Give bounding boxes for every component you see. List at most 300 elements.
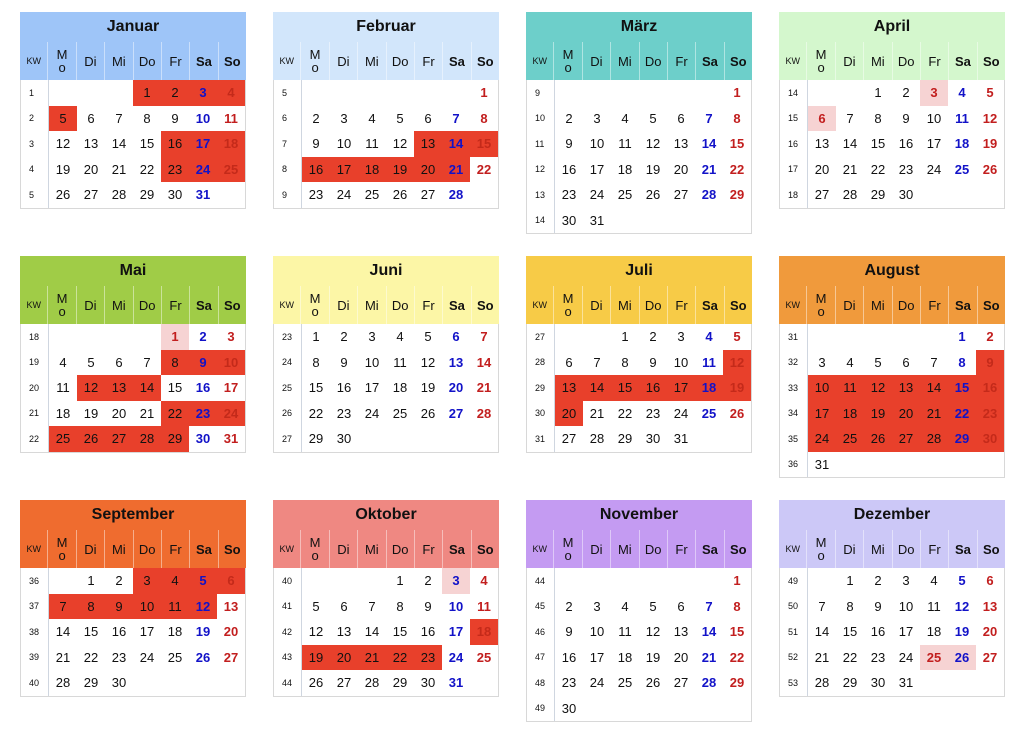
day-cell: 14 xyxy=(842,136,858,152)
month-dezember xyxy=(779,500,1005,697)
weekday-di: Di xyxy=(329,42,357,80)
empty-cell xyxy=(583,696,611,722)
day-cell: 23 xyxy=(161,157,189,183)
week-number: 15 xyxy=(780,106,808,132)
day-cell: 8 xyxy=(621,354,629,370)
day-cell: 9 xyxy=(424,598,432,614)
empty-cell xyxy=(723,426,751,452)
week-number: 24 xyxy=(274,350,302,376)
week-row xyxy=(21,594,245,620)
weekday-di: Di xyxy=(329,286,357,324)
day-cell: 2 xyxy=(161,80,189,106)
weekday-do: Do xyxy=(386,42,414,80)
day-cell: 23 xyxy=(561,675,577,691)
week-row xyxy=(21,619,245,645)
day-cell: 19 xyxy=(723,375,751,401)
month-april xyxy=(779,12,1005,209)
day-cell: 15 xyxy=(83,624,99,640)
day-cell: 18 xyxy=(392,380,408,396)
month-juni xyxy=(273,256,499,453)
day-cell: 2 xyxy=(565,598,573,614)
weekday-mi: Mi xyxy=(104,42,132,80)
day-cell: 5 xyxy=(649,110,657,126)
week-number: 31 xyxy=(527,426,555,452)
empty-cell xyxy=(976,670,1004,696)
week-row xyxy=(780,426,1004,452)
day-cell: 25 xyxy=(49,426,77,452)
day-cell: 12 xyxy=(308,624,324,640)
week-number: 44 xyxy=(274,670,302,696)
day-cell: 26 xyxy=(948,645,976,671)
day-cell: 29 xyxy=(617,431,633,447)
day-cell: 7 xyxy=(593,354,601,370)
day-cell: 26 xyxy=(308,675,324,691)
day-cell: 29 xyxy=(729,675,745,691)
day-cell: 21 xyxy=(358,645,386,671)
empty-cell xyxy=(358,80,386,106)
day-cell: 10 xyxy=(926,110,942,126)
day-cell: 5 xyxy=(958,573,966,589)
day-cell: 17 xyxy=(189,131,217,157)
week-number: 14 xyxy=(780,80,808,106)
week-row xyxy=(21,157,245,183)
day-cell: 25 xyxy=(954,161,970,177)
day-cell: 28 xyxy=(814,675,830,691)
empty-cell xyxy=(470,182,498,208)
day-cell: 22 xyxy=(729,649,745,665)
weekday-mi: Mi xyxy=(863,286,891,324)
day-cell: 31 xyxy=(673,431,689,447)
empty-cell xyxy=(667,696,695,722)
day-cell: 27 xyxy=(448,405,464,421)
week-number: 25 xyxy=(274,375,302,401)
empty-cell xyxy=(639,208,667,234)
day-cell: 30 xyxy=(195,431,211,447)
day-cell: 15 xyxy=(842,624,858,640)
kw-header: KW xyxy=(279,300,294,310)
empty-cell xyxy=(555,324,583,350)
weekday-header xyxy=(273,286,499,324)
day-cell: 10 xyxy=(589,624,605,640)
day-cell: 2 xyxy=(340,329,348,345)
day-cell: 3 xyxy=(189,80,217,106)
empty-cell xyxy=(583,324,611,350)
week-row xyxy=(780,350,1004,376)
weekday-mo: M o xyxy=(806,286,834,324)
empty-cell xyxy=(77,324,105,350)
day-cell: 12 xyxy=(55,136,71,152)
week-row xyxy=(274,401,498,427)
day-cell: 16 xyxy=(976,375,1004,401)
week-row xyxy=(527,106,751,132)
day-cell: 30 xyxy=(336,431,352,447)
empty-cell xyxy=(695,208,723,234)
weekday-mi: Mi xyxy=(863,530,891,568)
day-cell: 11 xyxy=(836,375,864,401)
day-cell: 9 xyxy=(189,350,217,376)
month-oktober xyxy=(273,500,499,697)
day-cell: 12 xyxy=(77,375,105,401)
day-cell: 11 xyxy=(477,598,491,614)
day-cell: 11 xyxy=(955,110,969,126)
day-cell: 2 xyxy=(902,85,910,101)
day-cell: 25 xyxy=(167,649,183,665)
kw-header: KW xyxy=(532,544,547,554)
day-cell: 5 xyxy=(874,354,882,370)
day-cell: 26 xyxy=(420,405,436,421)
month-title: März xyxy=(526,12,752,42)
day-cell: 7 xyxy=(115,110,123,126)
week-number: 2 xyxy=(21,106,49,132)
empty-cell xyxy=(920,324,948,350)
empty-cell xyxy=(386,80,414,106)
weekday-so: So xyxy=(218,286,246,324)
day-cell: 23 xyxy=(561,187,577,203)
empty-cell xyxy=(105,324,133,350)
day-cell: 19 xyxy=(645,649,661,665)
week-number: 34 xyxy=(780,401,808,427)
day-cell: 20 xyxy=(673,649,689,665)
week-number: 9 xyxy=(527,80,555,106)
weekday-fr: Fr xyxy=(414,530,442,568)
day-cell: 23 xyxy=(336,405,352,421)
week-number: 33 xyxy=(780,375,808,401)
week-row xyxy=(780,182,1004,208)
day-cell: 18 xyxy=(617,161,633,177)
weekday-do: Do xyxy=(386,286,414,324)
empty-cell xyxy=(583,568,611,594)
day-cell: 17 xyxy=(808,401,836,427)
day-cell: 28 xyxy=(448,187,464,203)
weekday-do: Do xyxy=(639,530,667,568)
day-cell: 13 xyxy=(336,624,352,640)
day-cell: 19 xyxy=(645,161,661,177)
day-cell: 28 xyxy=(364,675,380,691)
kw-header: KW xyxy=(532,56,547,66)
week-number: 40 xyxy=(274,568,302,594)
empty-cell xyxy=(105,80,133,106)
day-cell: 17 xyxy=(364,380,380,396)
weekday-header xyxy=(779,286,1005,324)
day-cell: 21 xyxy=(920,401,948,427)
day-cell: 14 xyxy=(814,624,830,640)
day-cell: 15 xyxy=(729,136,745,152)
day-cell: 24 xyxy=(808,426,836,452)
empty-cell xyxy=(667,80,695,106)
day-cell: 3 xyxy=(593,598,601,614)
day-cell: 3 xyxy=(902,573,910,589)
empty-cell xyxy=(77,80,105,106)
day-cell: 18 xyxy=(926,624,942,640)
day-cell: 23 xyxy=(414,645,442,671)
day-cell: 24 xyxy=(217,401,245,427)
week-number: 39 xyxy=(21,645,49,671)
month-title: Mai xyxy=(20,256,246,286)
day-cell: 11 xyxy=(702,354,716,370)
empty-cell xyxy=(695,80,723,106)
day-cell: 7 xyxy=(368,598,376,614)
day-cell: 16 xyxy=(561,649,577,665)
day-cell: 9 xyxy=(105,594,133,620)
day-cell: 30 xyxy=(561,700,577,716)
day-cell: 26 xyxy=(729,405,745,421)
day-cell: 25 xyxy=(392,405,408,421)
weekday-sa: Sa xyxy=(948,530,976,568)
day-cell: 28 xyxy=(589,431,605,447)
day-cell: 9 xyxy=(171,110,179,126)
day-cell: 7 xyxy=(480,329,488,345)
day-cell: 30 xyxy=(420,675,436,691)
weekday-sa: Sa xyxy=(948,42,976,80)
day-cell: 29 xyxy=(870,187,886,203)
day-cell: 11 xyxy=(393,354,407,370)
empty-cell xyxy=(442,80,470,106)
weekday-so: So xyxy=(471,530,499,568)
week-row xyxy=(527,157,751,183)
day-cell: 13 xyxy=(814,136,830,152)
empty-cell xyxy=(836,80,864,106)
empty-cell xyxy=(836,324,864,350)
kw-header: KW xyxy=(26,544,41,554)
weekday-mi: Mi xyxy=(863,42,891,80)
day-cell: 18 xyxy=(55,405,71,421)
day-cell: 3 xyxy=(442,568,470,594)
day-cell: 30 xyxy=(561,212,577,228)
day-cell: 24 xyxy=(139,649,155,665)
week-number: 29 xyxy=(527,375,555,401)
day-cell: 16 xyxy=(420,624,436,640)
day-cell: 21 xyxy=(111,161,127,177)
weekday-fr: Fr xyxy=(920,42,948,80)
month-januar xyxy=(20,12,246,209)
weekday-so: So xyxy=(724,42,752,80)
day-cell: 22 xyxy=(139,161,155,177)
week-number: 36 xyxy=(780,452,808,478)
empty-cell xyxy=(414,426,442,452)
day-cell: 17 xyxy=(589,649,605,665)
empty-cell xyxy=(555,568,583,594)
week-row xyxy=(780,80,1004,106)
day-cell: 1 xyxy=(733,85,741,101)
day-cell: 8 xyxy=(958,354,966,370)
day-cell: 11 xyxy=(365,136,379,152)
weekday-header xyxy=(526,286,752,324)
day-cell: 19 xyxy=(954,624,970,640)
week-row xyxy=(274,619,498,645)
day-cell: 10 xyxy=(133,594,161,620)
day-cell: 1 xyxy=(958,329,966,345)
day-cell: 29 xyxy=(842,675,858,691)
week-number: 30 xyxy=(527,401,555,427)
day-cell: 10 xyxy=(808,375,836,401)
day-cell: 6 xyxy=(902,354,910,370)
day-cell: 29 xyxy=(161,426,189,452)
week-number: 36 xyxy=(21,568,49,594)
day-cell: 7 xyxy=(49,594,77,620)
day-cell: 17 xyxy=(330,157,358,183)
day-cell: 20 xyxy=(892,401,920,427)
week-row xyxy=(780,375,1004,401)
week-row xyxy=(21,350,245,376)
week-row xyxy=(780,131,1004,157)
day-cell: 22 xyxy=(617,405,633,421)
empty-cell xyxy=(302,568,330,594)
day-cell: 2 xyxy=(874,573,882,589)
day-cell: 2 xyxy=(199,329,207,345)
weekday-mo: M o xyxy=(47,286,75,324)
week-number: 49 xyxy=(780,568,808,594)
week-row xyxy=(274,594,498,620)
day-cell: 7 xyxy=(818,598,826,614)
day-cell: 22 xyxy=(161,401,189,427)
month-title: Juli xyxy=(526,256,752,286)
day-cell: 7 xyxy=(143,354,151,370)
week-row xyxy=(527,401,751,427)
day-cell: 14 xyxy=(55,624,71,640)
day-cell: 16 xyxy=(639,375,667,401)
week-number: 27 xyxy=(527,324,555,350)
weekday-do: Do xyxy=(892,42,920,80)
week-number: 28 xyxy=(527,350,555,376)
empty-cell xyxy=(49,568,77,594)
weekday-so: So xyxy=(471,286,499,324)
day-cell: 15 xyxy=(392,624,408,640)
day-cell: 24 xyxy=(589,187,605,203)
day-cell: 19 xyxy=(195,624,211,640)
day-cell: 8 xyxy=(733,598,741,614)
weekday-mo: M o xyxy=(300,42,328,80)
day-cell: 1 xyxy=(733,573,741,589)
week-row xyxy=(21,645,245,671)
day-cell: 20 xyxy=(555,401,583,427)
empty-cell xyxy=(611,208,639,234)
day-cell: 27 xyxy=(223,649,239,665)
weekday-do: Do xyxy=(133,286,161,324)
empty-cell xyxy=(49,324,77,350)
day-cell: 4 xyxy=(368,110,376,126)
day-cell: 21 xyxy=(55,649,71,665)
day-cell: 27 xyxy=(105,426,133,452)
day-cell: 17 xyxy=(448,624,464,640)
weekday-do: Do xyxy=(386,530,414,568)
day-cell: 1 xyxy=(87,573,95,589)
week-row xyxy=(527,208,751,234)
week-number: 12 xyxy=(527,157,555,183)
weekday-mi: Mi xyxy=(610,42,638,80)
month-juli xyxy=(526,256,752,453)
day-cell: 26 xyxy=(645,187,661,203)
day-cell: 6 xyxy=(452,329,460,345)
day-cell: 23 xyxy=(111,649,127,665)
weekday-sa: Sa xyxy=(189,286,217,324)
day-cell: 8 xyxy=(733,110,741,126)
day-cell: 26 xyxy=(982,161,998,177)
day-cell: 15 xyxy=(611,375,639,401)
day-cell: 4 xyxy=(396,329,404,345)
day-cell: 3 xyxy=(340,110,348,126)
day-cell: 24 xyxy=(589,675,605,691)
day-cell: 31 xyxy=(223,431,239,447)
day-cell: 15 xyxy=(729,624,745,640)
week-number: 32 xyxy=(780,350,808,376)
day-cell: 31 xyxy=(589,212,605,228)
week-number: 50 xyxy=(780,594,808,620)
day-cell: 5 xyxy=(189,568,217,594)
day-cell: 22 xyxy=(842,649,858,665)
weekday-header xyxy=(20,530,246,568)
day-cell: 1 xyxy=(161,324,189,350)
day-cell: 9 xyxy=(340,354,348,370)
day-cell: 14 xyxy=(701,624,717,640)
day-cell: 4 xyxy=(846,354,854,370)
week-row xyxy=(21,80,245,106)
day-cell: 13 xyxy=(892,375,920,401)
day-cell: 22 xyxy=(948,401,976,427)
empty-cell xyxy=(330,80,358,106)
day-cell: 25 xyxy=(217,157,245,183)
kw-header: KW xyxy=(532,300,547,310)
day-cell: 7 xyxy=(846,110,854,126)
empty-cell xyxy=(217,670,245,696)
empty-cell xyxy=(920,670,948,696)
kw-header: KW xyxy=(26,300,41,310)
day-cell: 14 xyxy=(476,354,492,370)
day-cell: 17 xyxy=(898,624,914,640)
kw-header: KW xyxy=(785,56,800,66)
weekday-so: So xyxy=(977,286,1005,324)
day-cell: 2 xyxy=(649,329,657,345)
month-title: Januar xyxy=(20,12,246,42)
day-cell: 10 xyxy=(589,136,605,152)
week-row xyxy=(274,670,498,696)
day-cell: 23 xyxy=(308,187,324,203)
day-cell: 1 xyxy=(621,329,629,345)
day-cell: 13 xyxy=(673,624,689,640)
day-cell: 13 xyxy=(448,354,464,370)
week-number: 38 xyxy=(21,619,49,645)
empty-cell xyxy=(864,452,892,478)
weekday-sa: Sa xyxy=(695,42,723,80)
weekday-fr: Fr xyxy=(414,42,442,80)
month-november xyxy=(526,500,752,722)
day-cell: 10 xyxy=(195,110,211,126)
day-cell: 19 xyxy=(55,161,71,177)
empty-cell xyxy=(948,452,976,478)
week-row xyxy=(274,568,498,594)
day-cell: 12 xyxy=(189,594,217,620)
month-title: September xyxy=(20,500,246,530)
weekday-so: So xyxy=(977,530,1005,568)
day-cell: 19 xyxy=(386,157,414,183)
weekday-mi: Mi xyxy=(357,530,385,568)
day-cell: 19 xyxy=(864,401,892,427)
weekday-do: Do xyxy=(133,42,161,80)
week-number: 18 xyxy=(780,182,808,208)
day-cell: 23 xyxy=(645,405,661,421)
week-number: 49 xyxy=(527,696,555,722)
week-row xyxy=(274,375,498,401)
empty-cell xyxy=(470,426,498,452)
day-cell: 10 xyxy=(898,598,914,614)
week-number: 4 xyxy=(21,157,49,183)
day-cell: 4 xyxy=(621,598,629,614)
day-cell: 21 xyxy=(476,380,492,396)
day-cell: 17 xyxy=(667,375,695,401)
day-cell: 11 xyxy=(224,110,238,126)
weekday-sa: Sa xyxy=(948,286,976,324)
week-number: 14 xyxy=(527,208,555,234)
empty-cell xyxy=(611,80,639,106)
